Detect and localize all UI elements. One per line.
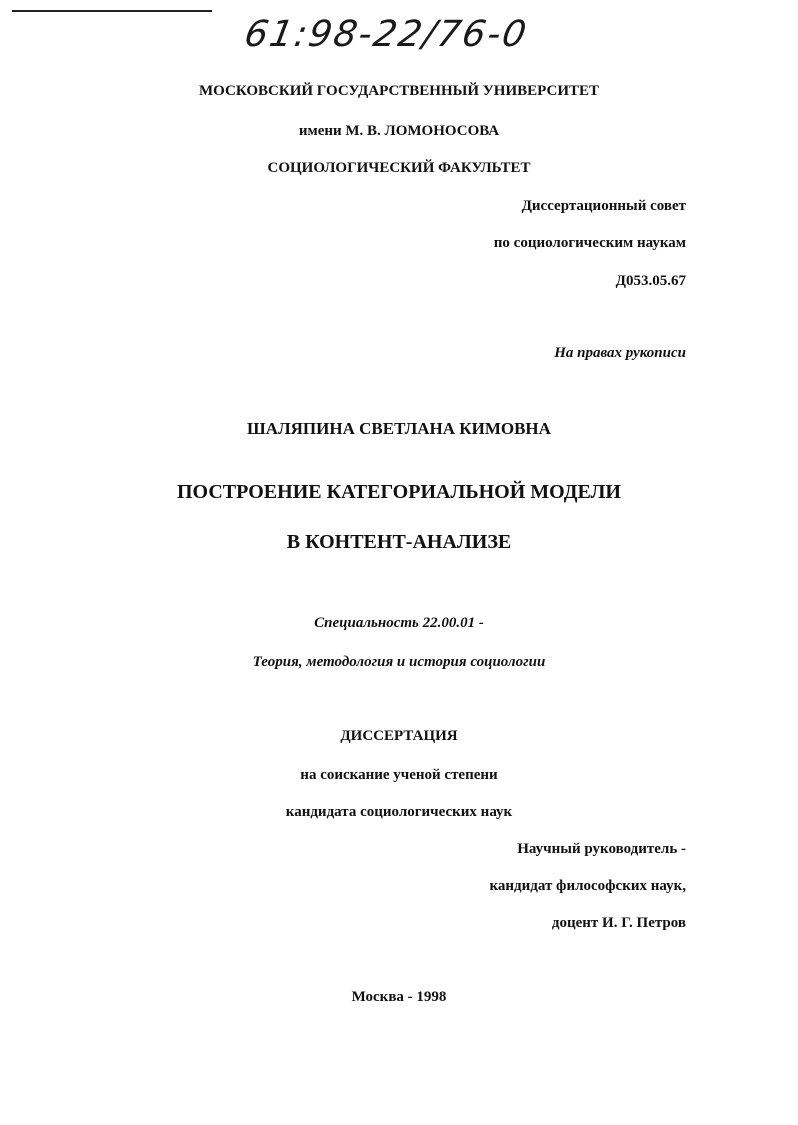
council-line-1: Диссертационный совет: [521, 198, 686, 214]
council-line-2: по социологическим наукам: [493, 235, 686, 251]
manuscript-note: На правах рукописи: [554, 345, 686, 361]
place-and-year: Москва - 1998: [351, 989, 447, 1005]
degree-line-1: на соискание ученой степени: [300, 767, 498, 783]
supervisor-line-3: доцент И. Г. Петров: [551, 915, 686, 931]
author-name: ШАЛЯПИНА СВЕТЛАНА КИМОВНА: [247, 419, 551, 438]
title-line-1: ПОСТРОЕНИЕ КАТЕГОРИАЛЬНОЙ МОДЕЛИ: [177, 481, 621, 503]
specialty-line-2: Теория, методология и история социологии: [252, 654, 546, 670]
handwritten-catalog-code: 61:98-22/76-0: [241, 14, 532, 55]
supervisor-line-1: Научный руководитель -: [517, 841, 686, 857]
council-code: Д053.05.67: [615, 273, 686, 289]
work-type-heading: ДИССЕРТАЦИЯ: [340, 728, 458, 744]
degree-line-2: кандидата социологических наук: [285, 804, 513, 820]
scan-edge-line: [12, 10, 212, 12]
title-line-2: В КОНТЕНТ-АНАЛИЗЕ: [286, 531, 512, 553]
supervisor-line-2: кандидат философских наук,: [489, 878, 686, 894]
named-after: имени М. В. ЛОМОНОСОВА: [298, 123, 500, 139]
university-name: МОСКОВСКИЙ ГОСУДАРСТВЕННЫЙ УНИВЕРСИТЕТ: [199, 83, 599, 99]
specialty-line-1: Специальность 22.00.01 -: [314, 615, 484, 631]
faculty-name: СОЦИОЛОГИЧЕСКИЙ ФАКУЛЬТЕТ: [267, 160, 531, 176]
